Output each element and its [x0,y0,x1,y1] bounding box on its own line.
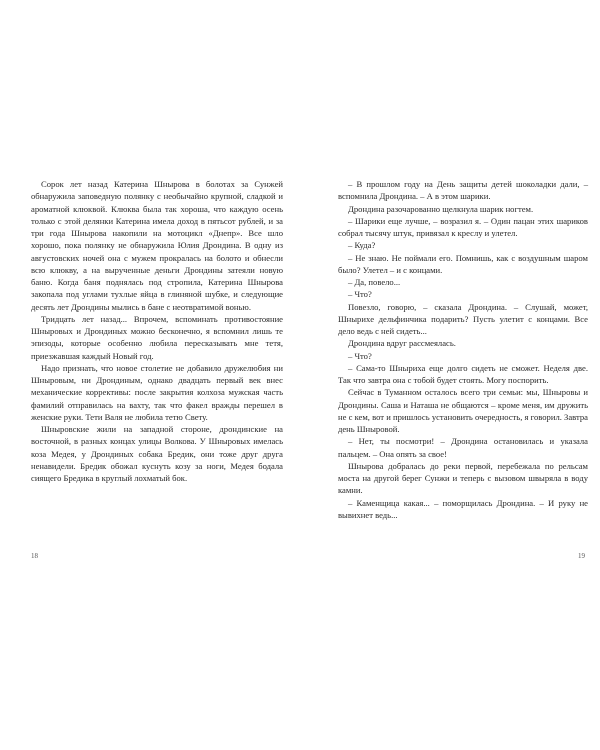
paragraph: Тридцать лет назад... Впрочем, вспоминать противостояние Шныровых и Дрондиных можно бесконечно, я вспомнил лишь те эпизоды, которые особенно любила пересказывать мне тетя, приезжавшая каждый Новый год. [31,313,283,361]
page-number-left: 18 [31,552,38,560]
paragraph: Повезло, говорю, – сказала Дрондина. – Слушай, может, Шныриxе дельфинчика подарить? Пусть улетит с концами. Все дело ведь с ней сидеть... [338,301,588,336]
paragraph: Сорок лет назад Катерина Шнырова в болотах за Сунжей обнаружила заповедную полянку с необычайно крупной, сладкой и ароматной клюквой. Клюква была так хороша, что каждую осень только с этой делянки Катерина имела доход в пятьсот рублей, и за три года Шнырова накопили на мотоцикл «Днепр». Все шло хорошо, пока полянку не обнаружила Юлия Дрондина. В одну из августовских ночей она с мужем прокралась на болото и обнесли всю клюкву, а на вырученные деньги Дрондины затеяли новую баню. Когда баня поднялась под стропила, Катерина Шнырова закопала под углами тухлые яйца в глиняной шубке, и следующие десять лет Дрондины мылись в бане с неотвратимой вонью. [31,179,283,312]
paragraph: Шныровские жили на западной стороне, дрондинские на восточной, в разных концах улицы Волкова. У Шныровых имелась коза Медея, у Дрондиных собака Бредик, они тоже друг друга ненавидели. Бредик обожал куснуть козу за ноги, Медея бодала сиящего Бредика в круглый лохматый бок. [31,424,283,483]
paragraph: Сейчас в Туманном осталось всего три семьи: мы, Шныровы и Дрондины. Саша и Наташа не общаются – кроме меня, им дружить не с кем, вот и пришлось установить очередность, я говорил. Завтра день Шныровой. [338,387,588,434]
paragraph: – Каменщица какая... – поморщилась Дрондина. – И руку не вывихнет ведь... [338,497,588,520]
paragraph: – Да, повело... [348,277,401,287]
page-number-right: 19 [578,552,585,560]
paragraph: Дрондина вдруг рассмеялась. [348,338,456,349]
paragraph: Шнырова добралась до реки первой, перебежала по рельсам моста на другой берег Сунжи и теперь с вызовом швыряла в воду камни. [338,460,588,496]
paragraph: – Шарики еще лучше, – возразил я. – Один пацан этих шариков собрал тысячу штук, привязал к креслу и улетел. [338,215,588,238]
right-text-column [338,178,588,521]
left-text-column [31,178,283,484]
paragraph: Надо признать, что новое столетие не добавило дружелюбия ни Шныровым, ни Дрондиным, однако двадцать первый век внес механические коррективы: после закрытия колхоза мужская часть фамилий отправилась на вахту, так что факел вражды перешел в женские руки. Тети Валя не любила тетю Свету. [31,362,283,422]
paragraph: Дрондина разочарованно щелкнула шарик ногтем. [348,203,534,214]
paragraph: – Куда? [348,240,376,251]
paragraph: – Что? [348,289,372,300]
paragraph: – Сама-то Шныриха еще долго сидеть не сможет. Неделя две. Так что завтра она с тобой будет стоять. Могу поспорить. [338,362,588,385]
paragraph: – В прошлом году на День защиты детей шоколадки дали, – вспомнила Дрондина. – А в этом шарики. [338,179,588,202]
paragraph: – Что? [348,350,372,361]
paragraph: – Не знаю. Не поймали его. Помнишь, как с воздушным шаром было? Улетел – и с концами. [338,252,588,275]
paragraph: – Нет, ты посмотри! – Дрондина остановилась и указала пальцем. – Она опять за свое! [338,436,588,459]
right-page [300,0,600,750]
